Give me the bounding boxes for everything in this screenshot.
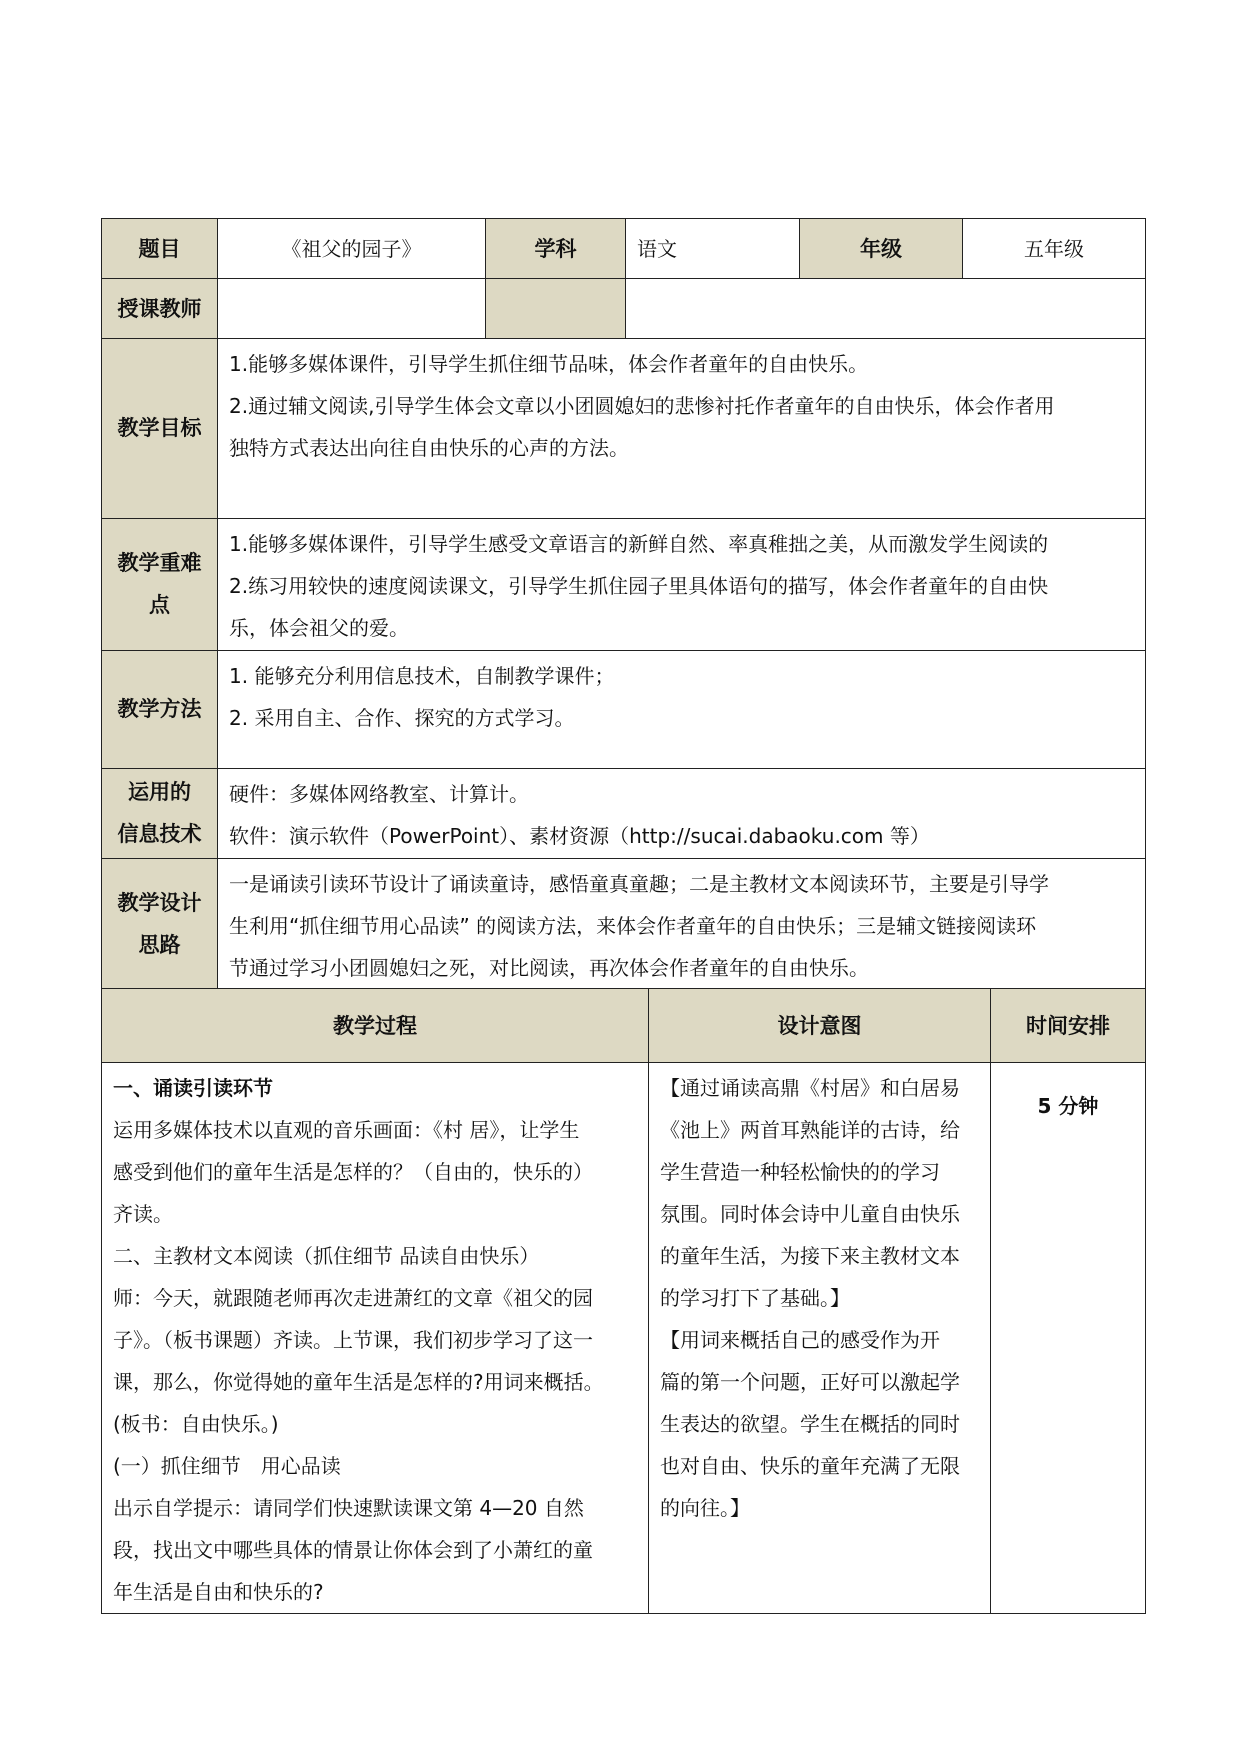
tech-content	[218, 768, 1146, 858]
key-points-line: 乐，体会祖父的爱。	[229, 615, 409, 640]
intent-content	[649, 1063, 991, 1614]
process-line: 段，找出文中哪些具体的情景让你体会到了小萧红的童	[113, 1538, 593, 1562]
goals-label: 教学目标	[102, 338, 218, 518]
info-row-teacher	[102, 279, 1146, 339]
process-line: 课，那么，你觉得她的童年生活是怎样的?用词来概括。	[113, 1370, 604, 1394]
process-line: 二、主教材文本阅读（抓住细节 品读自由快乐）	[113, 1244, 540, 1268]
process-body-row	[102, 1063, 1146, 1614]
intent-line: 《池上》两首耳熟能详的古诗，给	[660, 1118, 960, 1142]
process-header: 教学过程	[102, 989, 649, 1063]
goals-line: 2.通过辅文阅读,引导学生体会文章以小团圆媳妇的悲惨衬托作者童年的自由快乐，体会作者用	[229, 393, 1055, 418]
process-section-title: 一、诵读引读环节	[113, 1076, 273, 1100]
key-points-line: 1.能够多媒体课件，引导学生感受文章语言的新鲜自然、率真稚拙之美，从而激发学生阅读的	[229, 531, 1049, 556]
tech-line: 软件：演示软件（PowerPoint）、素材资源（http://sucai.dabaoku.com 等）	[229, 823, 930, 848]
tech-row	[102, 768, 1146, 858]
title-label: 题目	[102, 219, 218, 279]
subject-value: 语文	[626, 219, 800, 279]
intent-line: 的童年生活，为接下来主教材文本	[660, 1244, 960, 1268]
tech-line: 硬件：多媒体网络教室、计算计。	[229, 781, 529, 806]
intent-line: 【用词来概括自己的感受作为开	[660, 1328, 940, 1352]
design-label-line: 思路	[138, 932, 181, 957]
process-line: 齐读。	[113, 1202, 173, 1226]
title-value: 《祖父的园子》	[218, 219, 486, 279]
process-line: 出示自学提示：请同学们快速默读课文第 4—20 自然	[113, 1496, 584, 1520]
process-line: 师：今天，就跟随老师再次走进萧红的文章《祖父的园	[113, 1286, 593, 1310]
teacher-value	[218, 279, 486, 339]
key-points-label	[102, 518, 218, 650]
key-points-content	[218, 518, 1146, 650]
process-header-row	[102, 989, 1146, 1063]
tech-label-line: 运用的	[128, 780, 191, 804]
time-header: 时间安排	[991, 989, 1146, 1063]
teacher-label: 授课教师	[102, 279, 218, 339]
process-line: 运用多媒体技术以直观的音乐画面：《村 居》，让学生	[113, 1118, 580, 1142]
grade-value: 五年级	[963, 219, 1146, 279]
goals-row	[102, 338, 1146, 518]
method-row	[102, 650, 1146, 768]
key-points-line: 2.练习用较快的速度阅读课文，引导学生抓住园子里具体语句的描写，体会作者童年的自由快	[229, 573, 1049, 598]
lesson-plan-document	[101, 218, 1145, 1614]
process-line: 年生活是自由和快乐的?	[113, 1580, 324, 1604]
method-label: 教学方法	[102, 650, 218, 768]
subject-label: 学科	[486, 219, 626, 279]
design-line: 节通过学习小团圆媳妇之死，对比阅读，再次体会作者童年的自由快乐。	[229, 955, 869, 980]
intent-header: 设计意图	[649, 989, 991, 1063]
process-line: 感受到他们的童年生活是怎样的？（自由的，快乐的）	[113, 1160, 593, 1184]
design-label	[102, 858, 218, 989]
intent-line: 的学习打下了基础。】	[660, 1286, 850, 1310]
goals-line: 独特方式表达出向往自由快乐的心声的方法。	[229, 435, 629, 460]
intent-line: 的向往。】	[660, 1496, 750, 1520]
key-points-row	[102, 518, 1146, 650]
key-points-label-line: 点	[149, 593, 170, 617]
intent-line: 生表达的欲望。学生在概括的同时	[660, 1412, 960, 1436]
process-line: (一）抓住细节 用心品读	[113, 1454, 341, 1478]
process-content	[102, 1063, 649, 1614]
intent-line: 篇的第一个问题，正好可以激起学	[660, 1370, 960, 1394]
teacher-blank-header	[486, 279, 626, 339]
goals-content	[218, 338, 1146, 518]
method-content	[218, 650, 1146, 768]
method-line: 1. 能够充分利用信息技术，自制教学课件；	[229, 663, 615, 688]
design-line: 一是诵读引读环节设计了诵读童诗，感悟童真童趣；二是主教材文本阅读环节，主要是引导学	[229, 871, 1049, 896]
intent-line: 【通过诵读高鼎《村居》和白居易	[660, 1076, 960, 1100]
lesson-detail-table	[101, 338, 1146, 990]
intent-line: 也对自由、快乐的童年充满了无限	[660, 1454, 960, 1478]
design-label-line: 教学设计	[117, 890, 202, 915]
design-line: 生利用“抓住细节用心品读” 的阅读方法，来体会作者童年的自由快乐；三是辅文链接阅读环	[229, 913, 1037, 938]
method-line: 2. 采用自主、合作、探究的方式学习。	[229, 705, 575, 730]
design-content	[218, 858, 1146, 989]
teaching-process-table	[101, 988, 1146, 1614]
teacher-extra	[626, 279, 1146, 339]
grade-label: 年级	[800, 219, 963, 279]
intent-line: 氛围。同时体会诗中儿童自由快乐	[660, 1202, 960, 1226]
time-value: 5 分钟	[991, 1063, 1146, 1614]
tech-label	[102, 768, 218, 858]
process-line: 子》。（板书课题）齐读。上节课，我们初步学习了这一	[113, 1328, 593, 1352]
lesson-info-table	[101, 218, 1146, 339]
goals-line: 1.能够多媒体课件，引导学生抓住细节品味，体会作者童年的自由快乐。	[229, 351, 869, 376]
info-row-title	[102, 219, 1146, 279]
key-points-label-line: 教学重难	[117, 551, 202, 575]
intent-line: 学生营造一种轻松愉快的的学习	[660, 1160, 940, 1184]
design-row	[102, 858, 1146, 989]
tech-label-line: 信息技术	[117, 822, 202, 846]
process-line: (板书：自由快乐。)	[113, 1412, 279, 1436]
